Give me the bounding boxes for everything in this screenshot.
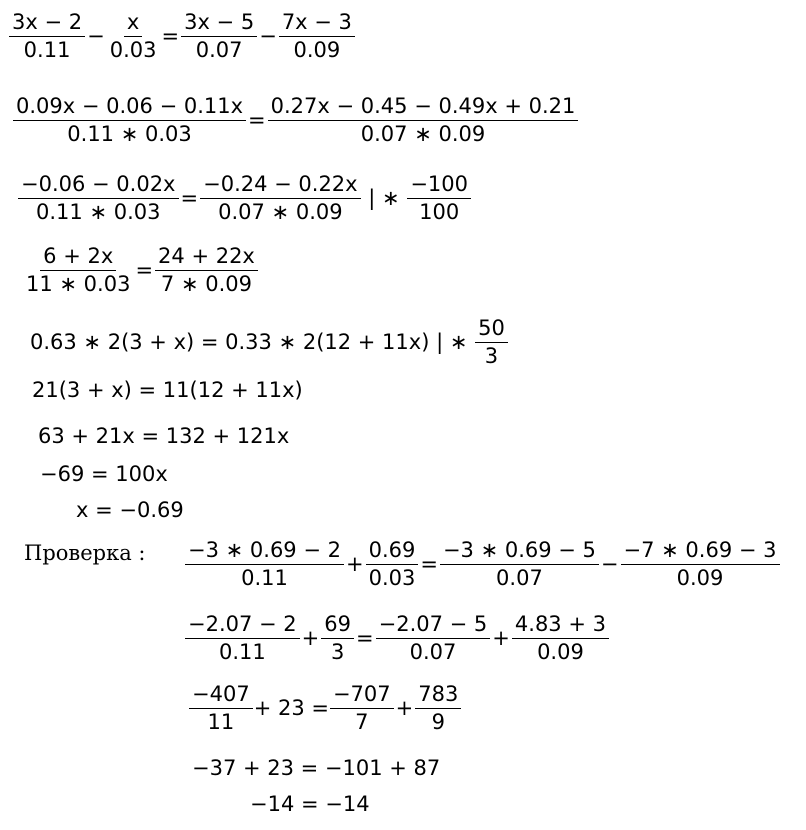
equation-text: 63 + 21x = 132 + 121x: [38, 424, 290, 448]
denominator: 3: [330, 640, 345, 664]
fraction: [415, 684, 461, 733]
fraction: [181, 12, 257, 61]
numerator: −0.24 − 0.22x: [200, 174, 361, 199]
solution-line-7: [38, 426, 289, 447]
operator: =: [180, 186, 199, 210]
check-line-3: [188, 684, 462, 733]
denominator: 0.07 ∗ 0.09: [360, 122, 486, 146]
fraction: [621, 540, 780, 589]
numerator: −100: [407, 174, 471, 199]
denominator: 0.03: [368, 566, 416, 590]
fraction: [107, 12, 160, 61]
denominator: 0.07: [195, 38, 243, 62]
operator: +: [345, 552, 364, 576]
numerator: 50: [475, 318, 508, 343]
solution-line-1: [8, 12, 356, 61]
denominator: 0.11 ∗ 0.03: [36, 200, 161, 224]
operator: −: [259, 24, 277, 48]
fraction: [321, 614, 354, 663]
check-label: Проверка :: [24, 541, 146, 565]
fraction: [512, 614, 609, 663]
solution-line-3: [17, 174, 472, 223]
operator: =: [420, 552, 438, 576]
check-line-1: [184, 540, 781, 589]
fraction: [18, 174, 179, 223]
fraction: [440, 540, 599, 589]
numerator: −3 ∗ 0.69 − 5: [440, 540, 599, 565]
denominator: 7 ∗ 0.09: [160, 272, 252, 296]
operator: −: [600, 552, 619, 576]
operator: =: [161, 24, 180, 48]
numerator: 0.27x − 0.45 − 0.49x + 0.21: [268, 96, 579, 121]
equation-text: + 23 =: [253, 696, 329, 720]
denominator: 0.11: [241, 566, 288, 590]
numerator: −707: [330, 684, 394, 709]
fraction: [155, 246, 258, 295]
solution-line-8: [40, 464, 168, 485]
check-line-5: [250, 794, 370, 815]
check-line-4: [192, 758, 440, 779]
denominator: 100: [419, 200, 460, 224]
fraction: [475, 318, 508, 367]
equation-text: 0.63 ∗ 2(3 + x) = 0.33 ∗ 2(12 + 11x) | ∗: [30, 330, 475, 354]
numerator: 3x − 5: [181, 12, 257, 37]
operator: −: [87, 24, 105, 48]
denominator: 0.11 ∗ 0.03: [67, 122, 192, 146]
solution-line-4: [22, 246, 259, 295]
denominator: 0.07 ∗ 0.09: [218, 200, 343, 224]
fraction: [330, 684, 394, 733]
denominator: 7: [355, 710, 369, 734]
numerator: x: [124, 12, 142, 37]
numerator: 24 + 22x: [155, 246, 258, 271]
numerator: 4.83 + 3: [512, 614, 609, 639]
denominator: 0.09: [537, 640, 584, 664]
numerator: 0.09x − 0.06 − 0.11x: [13, 96, 246, 121]
fraction: [407, 174, 471, 223]
equation-text: −37 + 23 = −101 + 87: [192, 756, 441, 780]
check-line-2: [184, 614, 610, 663]
denominator: 0.07: [496, 566, 543, 590]
equation-text: 21(3 + x) = 11(12 + 11x): [32, 378, 303, 402]
numerator: −2.07 − 2: [185, 614, 300, 639]
operator: =: [356, 626, 374, 650]
operator: =: [248, 108, 266, 132]
numerator: 69: [321, 614, 354, 639]
operator: +: [492, 626, 510, 650]
equation-text: −14 = −14: [250, 792, 370, 816]
numerator: −0.06 − 0.02x: [18, 174, 179, 199]
denominator: 11: [207, 710, 235, 734]
fraction: [200, 174, 361, 223]
solution-line-5: [30, 318, 509, 367]
operator: +: [395, 696, 414, 720]
equation-text: | ∗: [361, 186, 407, 210]
numerator: 783: [415, 684, 461, 709]
operator: =: [135, 258, 154, 282]
fraction: [376, 614, 491, 663]
fraction: [366, 540, 419, 589]
fraction: [268, 96, 579, 145]
fraction: [13, 96, 246, 145]
fraction: [9, 12, 85, 61]
operator: +: [301, 626, 320, 650]
solution-line-9: [76, 500, 184, 521]
numerator: 0.69: [366, 540, 419, 565]
fraction: [185, 614, 300, 663]
denominator: 0.07: [409, 640, 457, 664]
denominator: 0.11: [218, 640, 266, 664]
denominator: 0.03: [109, 38, 157, 62]
denominator: 0.11: [23, 38, 71, 62]
fraction: [189, 684, 253, 733]
numerator: 6 + 2x: [40, 246, 116, 271]
solution-line-2: [12, 96, 579, 145]
denominator: 0.09: [676, 566, 724, 590]
equation-text: −69 = 100x: [40, 462, 168, 486]
numerator: −7 ∗ 0.69 − 3: [621, 540, 780, 565]
numerator: 7x − 3: [279, 12, 355, 37]
numerator: −3 ∗ 0.69 − 2: [185, 540, 344, 565]
numerator: −2.07 − 5: [376, 614, 491, 639]
equation-text: x = −0.69: [76, 498, 184, 522]
denominator: 3: [484, 344, 499, 368]
fraction: [23, 246, 133, 295]
denominator: 11 ∗ 0.03: [26, 272, 131, 296]
fraction: [185, 540, 344, 589]
solution-line-6: [32, 380, 303, 401]
denominator: 9: [431, 710, 445, 734]
denominator: 0.09: [293, 38, 341, 62]
numerator: 3x − 2: [9, 12, 85, 37]
fraction: [279, 12, 355, 61]
numerator: −407: [189, 684, 253, 709]
